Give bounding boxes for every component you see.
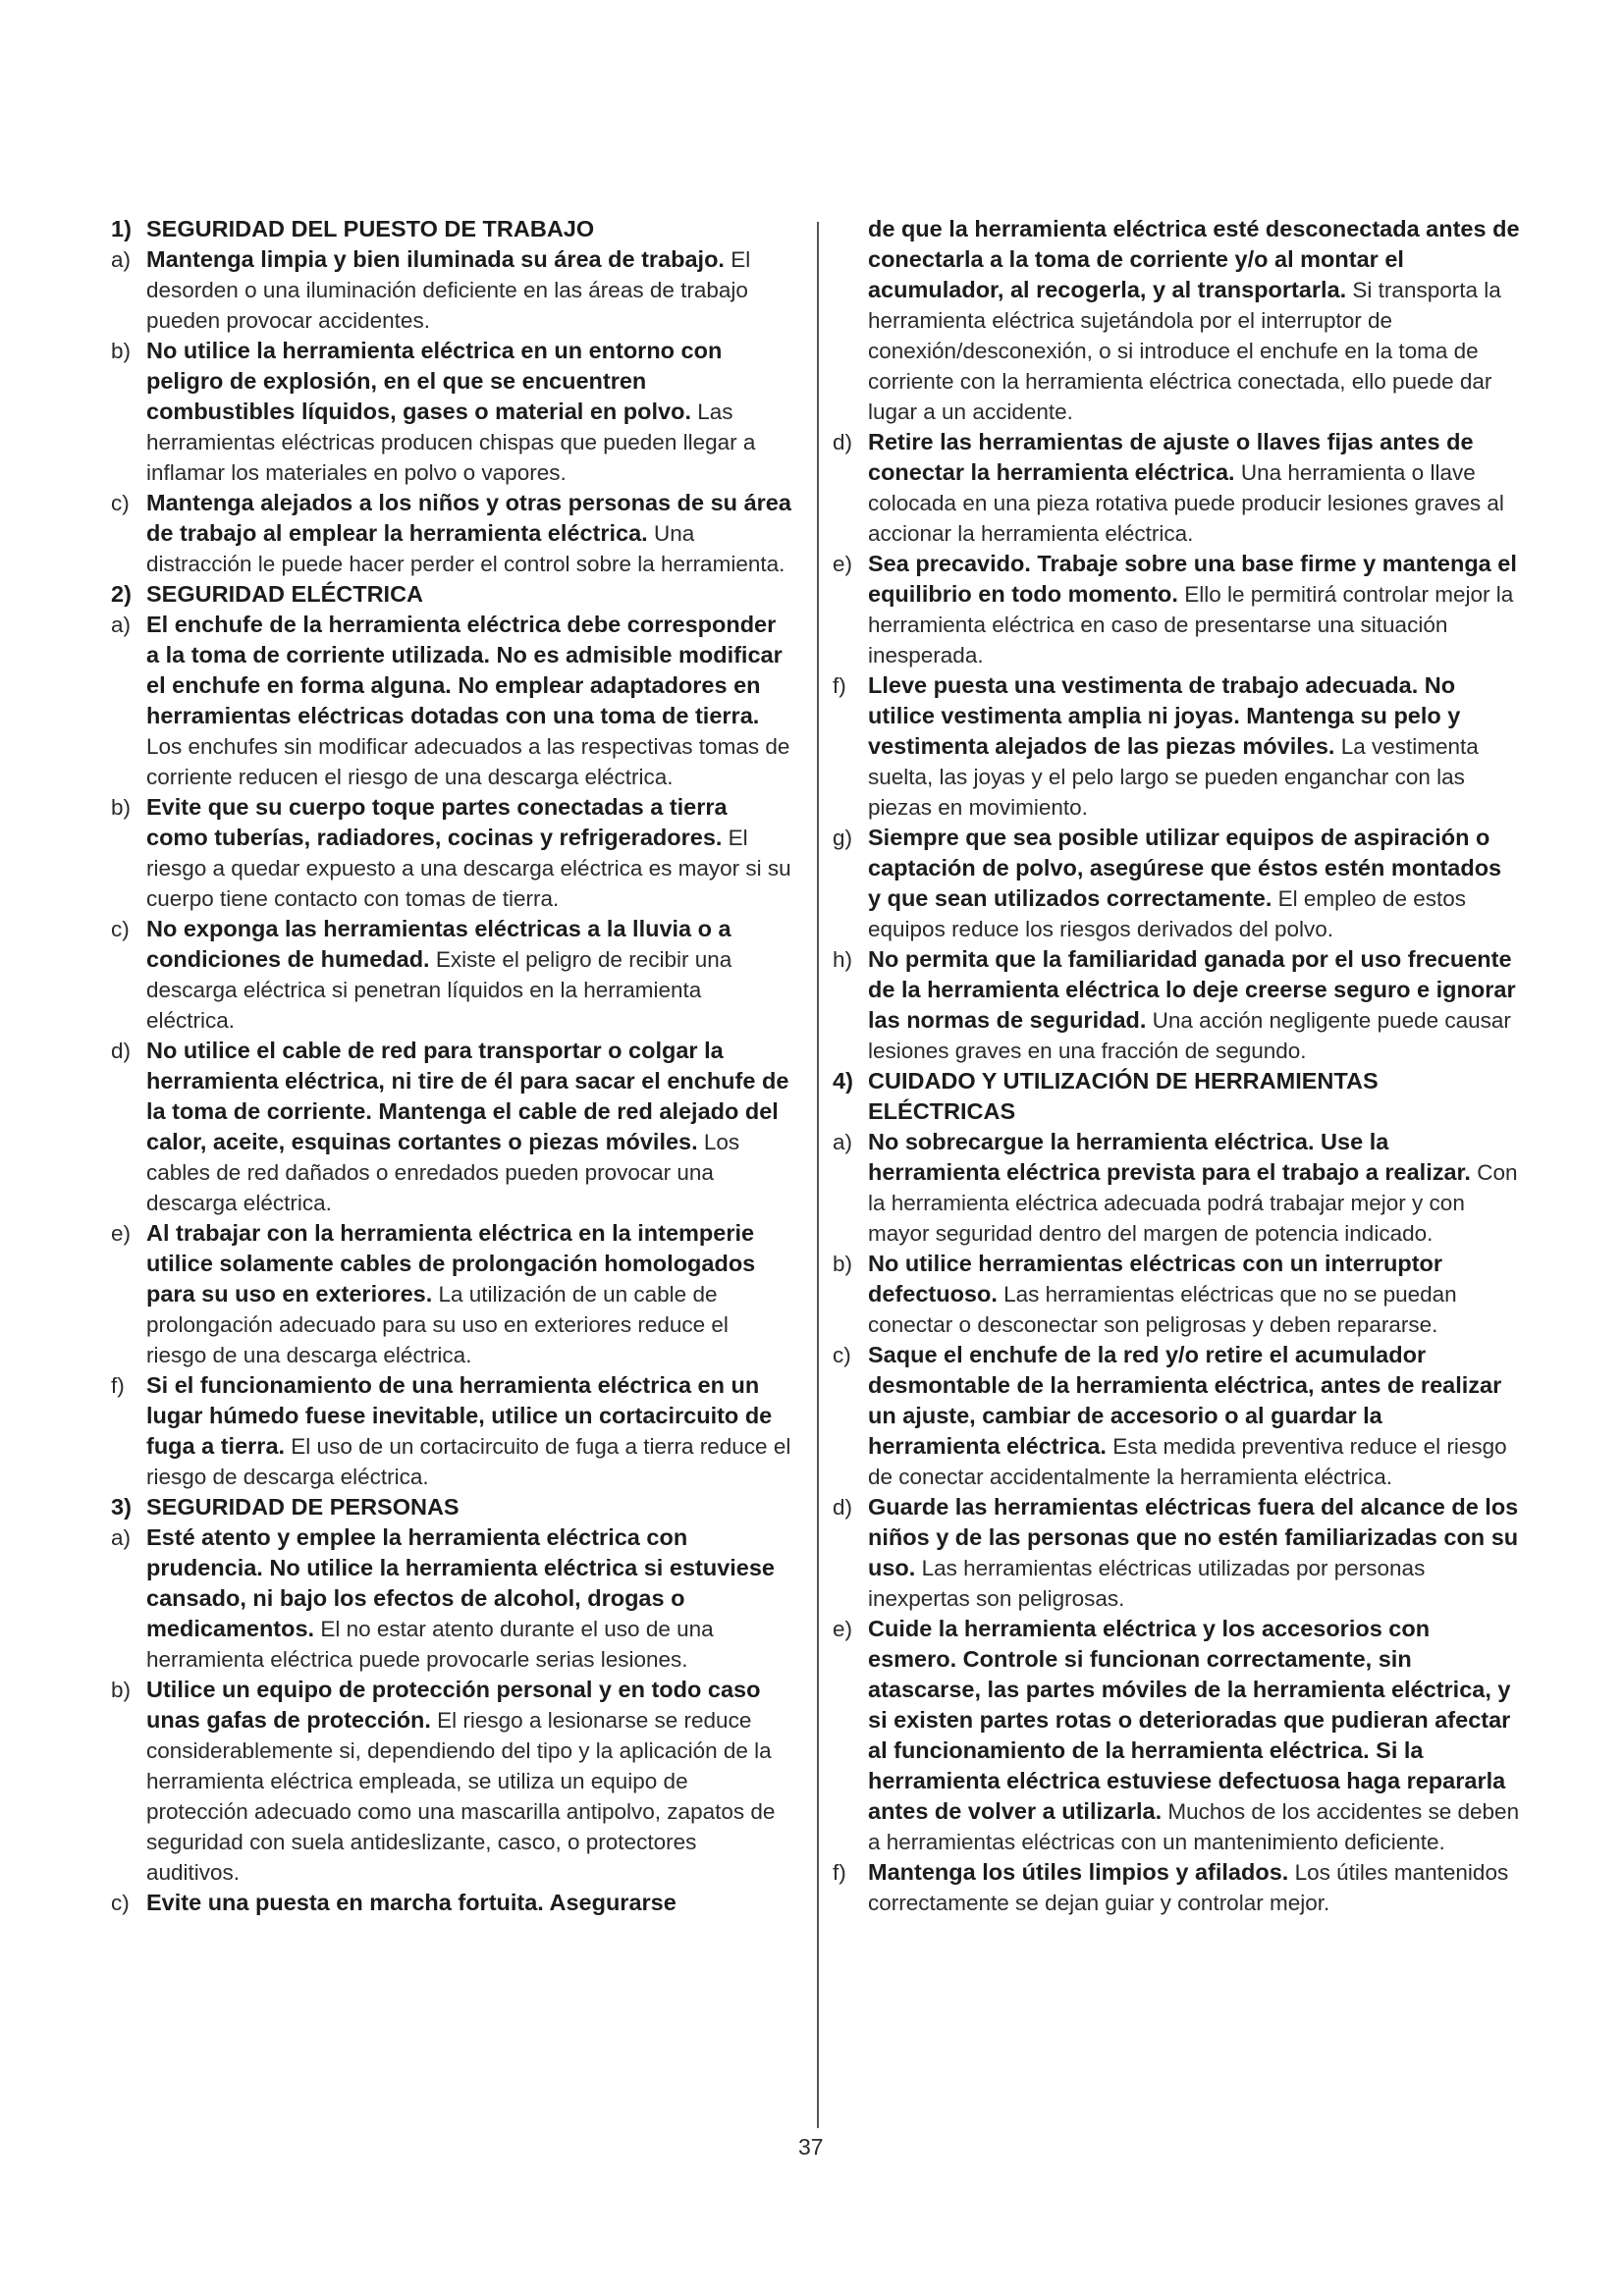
item-marker: c) — [833, 1343, 851, 1367]
item-normal-text: Los cables de red dañados o enredados pueden provocar una descarga eléctrica. — [146, 1130, 740, 1215]
item-normal-text: El riesgo a quedar expuesto a una descarga eléctrica es mayor si su cuerpo tiene contacto con tomas de tierra. — [146, 826, 791, 911]
item-normal-text: Con la herramienta eléctrica adecuada podrá trabajar mejor y con mayor seguridad dentro del margen de potencia indicado. — [868, 1160, 1518, 1246]
list-item — [111, 792, 793, 914]
item-marker: d) — [111, 1039, 132, 1063]
item-marker: b) — [111, 1678, 132, 1702]
item-text — [146, 336, 793, 488]
list-item — [833, 1614, 1520, 1857]
column-divider — [817, 222, 819, 2128]
page-number: 37 — [798, 2134, 824, 2160]
item-text — [868, 549, 1520, 670]
item-text — [868, 1857, 1520, 1918]
item-text — [146, 1036, 793, 1218]
item-text — [146, 244, 793, 336]
item-marker: e) — [111, 1221, 132, 1246]
item-bold-text: Sea precavido. Trabaje sobre una base firme y mantenga el equilibrio en todo momento. — [868, 551, 1517, 607]
section-number: 2) — [111, 581, 132, 607]
right-column — [833, 214, 1520, 1918]
list-item — [111, 610, 793, 792]
list-item — [111, 488, 793, 579]
item-bold-text: No sobrecargue la herramienta eléctrica. Use la herramienta eléctrica prevista para el trabajo a realizar. — [868, 1129, 1471, 1185]
item-bold-text: Mantenga limpia y bien iluminada su área de trabajo. — [146, 246, 725, 272]
item-normal-text: Esta medida preventiva reduce el riesgo de conectar accidentalmente la herramienta eléctrica. — [868, 1434, 1507, 1489]
item-text — [146, 914, 793, 1036]
item-bold-text: No exponga las herramientas eléctricas a la lluvia o a condiciones de humedad. — [146, 916, 731, 972]
item-normal-text: Los útiles mantenidos correctamente se dejan guiar y controlar mejor. — [868, 1860, 1509, 1915]
item-marker: h) — [833, 947, 853, 972]
item-normal-text: Las herramientas eléctricas utilizadas por personas inexpertas son peligrosas. — [868, 1556, 1426, 1611]
item-marker: d) — [833, 430, 853, 454]
list-item — [833, 823, 1520, 944]
section-number: 4) — [833, 1068, 853, 1094]
item-bold-text: Lleve puesta una vestimenta de trabajo adecuada. No utilice vestimenta amplia ni joyas. Mantenga su pelo y vestimenta alejados de las piezas móviles. — [868, 672, 1461, 759]
section-number: 1) — [111, 216, 132, 241]
item-marker: a) — [111, 613, 132, 637]
item-text — [146, 610, 793, 792]
list-item — [833, 1340, 1520, 1492]
section-heading — [111, 214, 793, 244]
list-item — [111, 244, 793, 336]
item-text — [868, 670, 1520, 823]
item-text — [868, 823, 1520, 944]
list-item — [111, 336, 793, 488]
section-heading — [111, 579, 793, 610]
list-item — [833, 427, 1520, 549]
item-normal-text: Una distracción le puede hacer perder el control sobre la herramienta. — [146, 521, 785, 576]
item-bold-text: Evite que su cuerpo toque partes conectadas a tierra como tuberías, radiadores, cocinas y refrigeradores. — [146, 794, 728, 850]
item-text — [146, 1522, 793, 1675]
section-heading — [111, 1492, 793, 1522]
list-item — [833, 670, 1520, 823]
item-text — [146, 1218, 793, 1370]
item-marker: f) — [833, 673, 846, 698]
list-item — [111, 1522, 793, 1675]
list-item — [833, 1249, 1520, 1340]
item-normal-text: Existe el peligro de recibir una descarga eléctrica si penetran líquidos en la herramienta eléctrica. — [146, 947, 732, 1033]
item-marker: f) — [111, 1373, 125, 1398]
item-marker: b) — [111, 339, 132, 363]
item-normal-text: El riesgo a lesionarse se reduce considerablemente si, dependiendo del tipo y la aplicación de la herramienta eléctrica empleada, se utiliza un equipo de protección adecuado como una mascarilla antipolvo, zapatos de seguridad con suela antideslizante, casco, o protectores auditivos. — [146, 1708, 776, 1885]
item-text — [868, 1249, 1520, 1340]
item-marker: e) — [833, 552, 853, 576]
item-marker: a) — [111, 247, 132, 272]
continued-item-text — [868, 214, 1520, 427]
item-text — [868, 1340, 1520, 1492]
item-bold-text: Mantenga los útiles limpios y afilados. — [868, 1859, 1289, 1885]
item-marker: e) — [833, 1617, 853, 1641]
list-item — [111, 1036, 793, 1218]
item-text — [146, 1888, 793, 1918]
item-text — [868, 427, 1520, 549]
item-normal-text: Una acción negligente puede causar lesiones graves en una fracción de segundo. — [868, 1008, 1511, 1063]
item-marker: c) — [111, 917, 130, 941]
item-bold-text: Al trabajar con la herramienta eléctrica en la intemperie utilice solamente cables de prolongación homologados para su uso en exteriores. — [146, 1220, 756, 1307]
item-text — [146, 1675, 793, 1888]
list-item — [833, 1492, 1520, 1614]
list-item — [111, 1370, 793, 1492]
item-bold-text: Cuide la herramienta eléctrica y los accesorios con esmero. Controle si funcionan correctamente, sin atascarse, las partes móviles de la herramienta eléctrica, y si existen partes rotas o deterioradas que pudieran afectar al funcionamiento de la herramienta eléctrica. Si la herramienta eléctrica estuviese defectuosa haga repararla antes de volver a utilizarla. — [868, 1616, 1511, 1824]
item-normal-text: Ello le permitirá controlar mejor la herramienta eléctrica en caso de presentarse una situación inesperada. — [868, 582, 1514, 667]
item-text — [146, 792, 793, 914]
item-normal-text: Muchos de los accidentes se deben a herramientas eléctricas con un mantenimiento deficiente. — [868, 1799, 1520, 1854]
item-normal-text: Los enchufes sin modificar adecuados a las respectivas tomas de corriente reducen el riesgo de una descarga eléctrica. — [146, 734, 790, 789]
item-normal-text: Si transporta la herramienta eléctrica sujetándola por el interruptor de conexión/desconexión, o si introduce el enchufe en la toma de corriente con la herramienta eléctrica conectada, ello puede dar lugar a un accidente. — [868, 278, 1501, 424]
item-bold-text: de que la herramienta eléctrica esté desconectada antes de conectarla a la toma de corriente y/o al montar el acumulador, al recogerla, y al transportarla. — [868, 216, 1520, 302]
item-normal-text: Las herramientas eléctricas producen chispas que pueden llegar a inflamar los materiales en polvo o vapores. — [146, 400, 756, 485]
item-marker: d) — [833, 1495, 853, 1520]
item-bold-text: Saque el enchufe de la red y/o retire el acumulador desmontable de la herramienta eléctrica, antes de realizar un ajuste, cambiar de accesorio o al guardar la herramienta eléctrica. — [868, 1342, 1502, 1459]
list-item — [111, 914, 793, 1036]
section-title: CUIDADO Y UTILIZACIÓN DE HERRAMIENTAS ELÉCTRICAS — [868, 1068, 1379, 1124]
section-title: SEGURIDAD DEL PUESTO DE TRABAJO — [146, 216, 595, 241]
item-marker: b) — [111, 795, 132, 820]
item-normal-text: La vestimenta suelta, las joyas y el pelo largo se pueden enganchar con las piezas en movimiento. — [868, 734, 1479, 820]
item-normal-text: Una herramienta o llave colocada en una pieza rotativa puede producir lesiones graves al accionar la herramienta eléctrica. — [868, 460, 1504, 546]
item-normal-text: El no estar atento durante el uso de una herramienta eléctrica puede provocarle serias lesiones. — [146, 1617, 714, 1672]
section-title: SEGURIDAD ELÉCTRICA — [146, 581, 424, 607]
item-marker: c) — [111, 1891, 130, 1915]
item-marker: a) — [833, 1130, 853, 1154]
item-text — [146, 488, 793, 579]
item-bold-text: No permita que la familiaridad ganada por el uso frecuente de la herramienta eléctrica lo deje creerse seguro e ignorar las normas de seguridad. — [868, 946, 1516, 1033]
list-item — [833, 549, 1520, 670]
list-item — [111, 1675, 793, 1888]
item-marker: f) — [833, 1860, 846, 1885]
list-item — [833, 1127, 1520, 1249]
item-marker: g) — [833, 826, 853, 850]
item-normal-text: Las herramientas eléctricas que no se puedan conectar o desconectar son peligrosas y deben repararse. — [868, 1282, 1457, 1337]
item-text — [868, 1127, 1520, 1249]
item-bold-text: El enchufe de la herramienta eléctrica debe corresponder a la toma de corriente utilizada. No es admisible modificar el enchufe en forma alguna. No emplear adaptadores en herramientas eléctricas dotadas con una toma de tierra. — [146, 612, 783, 728]
item-text — [868, 944, 1520, 1066]
item-bold-text: Mantenga alejados a los niños y otras personas de su área de trabajo al emplear la herramienta eléctrica. — [146, 490, 791, 546]
item-text — [868, 1614, 1520, 1857]
item-bold-text: Esté atento y emplee la herramienta eléctrica con prudencia. No utilice la herramienta eléctrica si estuviese cansado, ni bajo los efectos de alcohol, drogas o medicamentos. — [146, 1524, 775, 1641]
list-item — [833, 1857, 1520, 1918]
item-bold-text: No utilice herramientas eléctricas con un interruptor defectuoso. — [868, 1251, 1443, 1307]
list-item — [111, 1888, 793, 1918]
item-bold-text: Evite una puesta en marcha fortuita. Asegurarse — [146, 1890, 677, 1915]
item-marker: b) — [833, 1252, 853, 1276]
item-bold-text: Siempre que sea posible utilizar equipos de aspiración o captación de polvo, asegúrese que éstos estén montados y que sean utilizados correctamente. — [868, 825, 1502, 911]
item-marker: c) — [111, 491, 130, 515]
item-bold-text: Si el funcionamiento de una herramienta eléctrica en un lugar húmedo fuese inevitable, utilice un cortacircuito de fuga a tierra. — [146, 1372, 773, 1459]
item-normal-text: El desorden o una iluminación deficiente en las áreas de trabajo pueden provocar accidentes. — [146, 247, 751, 333]
list-item — [111, 1218, 793, 1370]
item-bold-text: Retire las herramientas de ajuste o llaves fijas antes de conectar la herramienta eléctrica. — [868, 429, 1474, 485]
item-bold-text: No utilice el cable de red para transportar o colgar la herramienta eléctrica, ni tire de él para sacar el enchufe de la toma de corriente. Mantenga el cable de red alejado del calor, aceite, esquinas cortantes o piezas móviles. — [146, 1038, 789, 1154]
item-bold-text: Guarde las herramientas eléctricas fuera del alcance de los niños y de las personas que no estén familiarizadas con su uso. — [868, 1494, 1519, 1580]
item-normal-text: La utilización de un cable de prolongación adecuado para su uso en exteriores reduce el riesgo de una descarga eléctrica. — [146, 1282, 729, 1367]
item-marker: a) — [111, 1525, 132, 1550]
item-bold-text: Utilice un equipo de protección personal y en todo caso unas gafas de protección. — [146, 1677, 761, 1733]
item-normal-text: El uso de un cortacircuito de fuga a tierra reduce el riesgo de descarga eléctrica. — [146, 1434, 791, 1489]
item-bold-text: No utilice la herramienta eléctrica en un entorno con peligro de explosión, en el que se encuentren combustibles líquidos, gases o material en polvo. — [146, 338, 723, 424]
section-title: SEGURIDAD DE PERSONAS — [146, 1494, 460, 1520]
item-text — [868, 1492, 1520, 1614]
section-number: 3) — [111, 1494, 132, 1520]
left-column — [111, 214, 793, 1918]
list-item — [833, 944, 1520, 1066]
section-heading — [833, 1066, 1520, 1127]
item-text — [146, 1370, 793, 1492]
item-normal-text: El empleo de estos equipos reduce los riesgos derivados del polvo. — [868, 886, 1467, 941]
